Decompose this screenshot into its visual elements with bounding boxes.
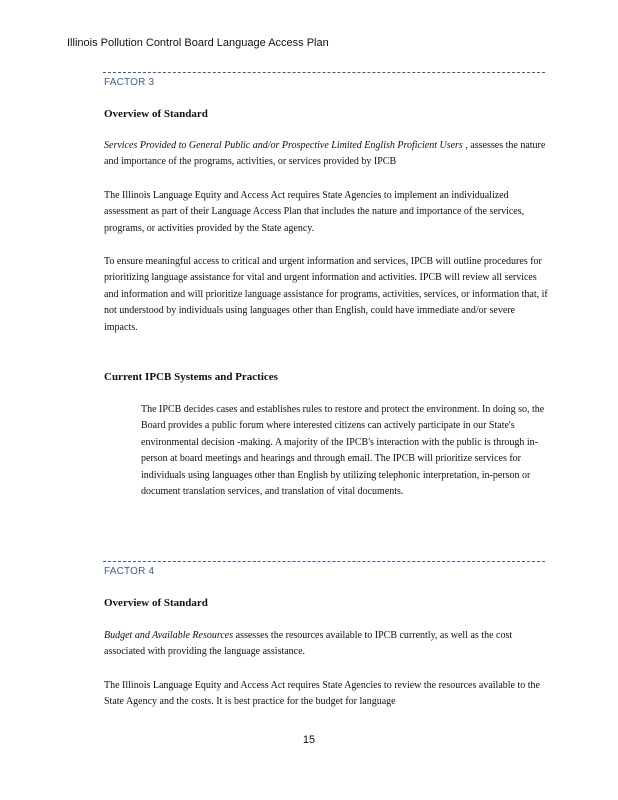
- factor-3-p1-rest: , assesses the nature and importance of the programs, activities, or services provided by IPCB: [104, 140, 546, 168]
- factor-4-paragraph-1: [104, 628, 548, 661]
- factor-3-paragraph-2: The Illinois Language Equity and Access Act requires State Agencies to implement an individualized assessment as part of their Language Access Plan that includes the nature and importance of the services, programs, or activities provided by the State agency.: [104, 190, 525, 234]
- factor-3-p1-italic: Services Provided to General Public and/or Prospective Limited English Proficient Users: [104, 140, 463, 151]
- factor-3-label: FACTOR 3: [104, 77, 155, 88]
- factor-4-p1-italic: Budget and Available Resources: [104, 630, 234, 641]
- current-systems-heading: Current IPCB Systems and Practices: [104, 371, 278, 383]
- factor-4-paragraph-2: The Illinois Language Equity and Access Act requires State Agencies to review the resources available to the State Agency and the costs. It is best practice for the budget for language: [104, 680, 540, 708]
- document-header: Illinois Pollution Control Board Language Access Plan: [67, 37, 329, 49]
- page-number: 15: [302, 734, 316, 746]
- factor-3-paragraph-1: [104, 138, 548, 171]
- factor-3-overview-heading: Overview of Standard: [104, 108, 208, 120]
- factor-4-label: FACTOR 4: [104, 566, 155, 577]
- section-divider: [103, 561, 545, 562]
- factor-3-paragraph-3: To ensure meaningful access to critical and urgent information and services, IPCB will outline procedures for prioritizing language assistance for vital and urgent information and activities. IPCB will review all services and information and will prioritize language assistance for programs, activities, services, or information that, if not understood by individuals using languages other than English, could have immediate and/or severe impacts.: [104, 256, 548, 333]
- factor-4-overview-heading: Overview of Standard: [104, 597, 208, 609]
- section-divider: [103, 72, 545, 73]
- factor-4-p1-rest: assesses the resources available to IPCB currently, as well as the cost associated with providing the language assistance.: [104, 630, 513, 658]
- current-systems-paragraph: The IPCB decides cases and establishes rules to restore and protect the environment. In doing so, the Board provides a public forum where interested citizens can actively participate in our State's environmental decision -making. A majority of the IPCB's interaction with the public is through in-person at board meetings and hearings and through email. The IPCB will prioritize services for individuals using languages other than English by utilizing telephonic interpretation, in-person or document translation services, and translation of vital documents.: [141, 404, 545, 498]
